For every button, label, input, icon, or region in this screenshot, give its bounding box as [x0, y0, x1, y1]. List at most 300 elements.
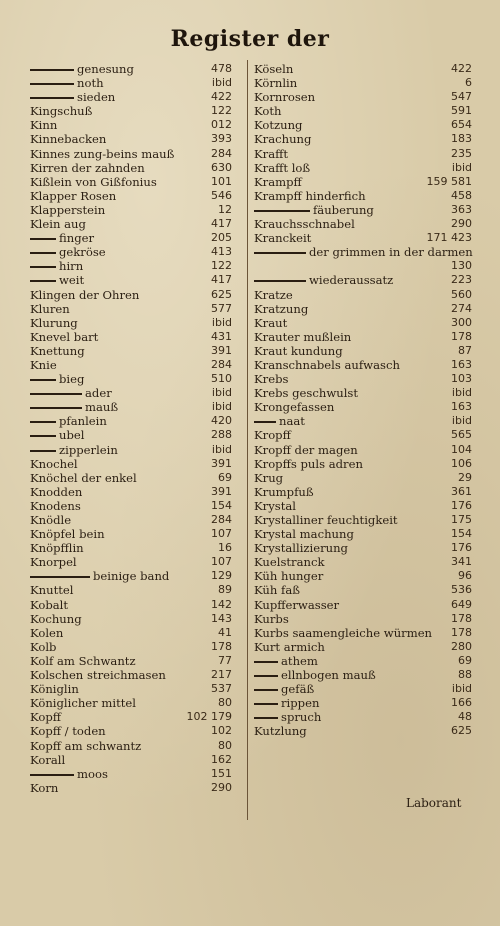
index-term-text: Kratze [254, 287, 293, 302]
index-term [30, 654, 136, 668]
index-entry [30, 90, 242, 104]
index-entry [30, 316, 242, 330]
index-term-text: gefäß [281, 682, 315, 697]
index-entry [30, 443, 242, 457]
index-term [30, 485, 82, 499]
index-term-text: beinige band [93, 569, 170, 584]
index-term-text: weit [59, 273, 85, 288]
index-term-text: Knöchel der enkel [30, 470, 137, 485]
index-term [254, 443, 358, 457]
index-term [254, 428, 291, 442]
index-page-number: 103 [451, 372, 472, 386]
index-entry [30, 203, 242, 217]
index-entry [30, 358, 242, 372]
index-column-left [30, 62, 242, 795]
index-term-text: mauß [85, 400, 119, 415]
index-page-number: 107 [211, 527, 232, 541]
index-entry [30, 696, 242, 710]
index-term-text: Krampff hinderfich [254, 188, 366, 203]
index-term [30, 640, 56, 654]
index-term-text: rippen [281, 696, 320, 711]
index-entry [254, 668, 472, 682]
index-term-text: ader [85, 386, 112, 401]
index-page-number: 391 [211, 456, 232, 470]
index-term-text: Knettung [30, 343, 85, 358]
index-term [254, 386, 358, 400]
index-entry [30, 654, 242, 668]
index-entry [30, 682, 242, 696]
index-term [254, 76, 297, 90]
index-term [254, 344, 343, 358]
index-term [30, 175, 157, 189]
index-entry [254, 344, 472, 358]
index-entry [254, 499, 472, 513]
index-page-number: 104 [451, 442, 472, 456]
index-term-text: hirn [59, 259, 84, 274]
repeat-dash [30, 379, 56, 381]
index-term [254, 118, 302, 132]
index-page-number: 290 [211, 780, 232, 794]
index-term-text: Knodens [30, 498, 81, 513]
index-term [30, 118, 57, 132]
index-term-text: spruch [281, 710, 322, 725]
index-entry [30, 118, 242, 132]
repeat-dash [254, 717, 278, 719]
index-term [30, 682, 79, 696]
index-entry [254, 443, 472, 457]
index-entry [254, 471, 472, 485]
index-page-number: 178 [451, 329, 472, 343]
index-term [254, 330, 351, 344]
index-term [254, 203, 374, 217]
index-term [254, 724, 307, 738]
repeat-dash [30, 69, 74, 71]
index-entry [30, 527, 242, 541]
index-page-number: 417 [211, 217, 232, 231]
index-term-text: Krug [254, 470, 284, 485]
index-entry [30, 555, 242, 569]
index-page-number: 510 [211, 372, 232, 386]
index-page-number: 577 [211, 301, 232, 315]
index-term [254, 288, 293, 302]
index-page-number: 154 [211, 498, 232, 512]
index-term [254, 273, 393, 287]
index-entry [254, 724, 472, 738]
index-term-text: Kranschnabels aufwasch [254, 357, 400, 372]
index-entry [254, 682, 472, 696]
index-page-number: 162 [211, 752, 232, 766]
index-term [254, 682, 314, 696]
index-page-number: 171 423 [426, 231, 472, 245]
index-page-number: 88 [458, 668, 472, 682]
index-page-number: 151 [211, 766, 232, 780]
index-page-number: 290 [451, 217, 472, 231]
index-term [30, 62, 134, 76]
repeat-dash [30, 421, 56, 423]
index-term-text: athem [281, 653, 318, 668]
repeat-dash [30, 450, 56, 452]
index-term-text: Kinnebacken [30, 132, 107, 147]
index-page-number: ibid [211, 386, 232, 400]
index-entry [30, 513, 242, 527]
index-term [254, 471, 283, 485]
index-page-number: ibid [211, 442, 232, 456]
index-term [30, 245, 106, 259]
index-entry [254, 612, 472, 626]
index-page-number: 341 [451, 555, 472, 569]
index-term-text: Kraut kundung [254, 343, 343, 358]
index-entry [254, 696, 472, 710]
index-page-number: 122 [211, 104, 232, 118]
index-page-number: 537 [211, 682, 232, 696]
index-term [30, 513, 71, 527]
index-term-text: bieg [59, 372, 85, 387]
index-term [254, 696, 319, 710]
index-term [254, 175, 302, 189]
index-entry [254, 259, 472, 273]
index-term-text: Kochung [30, 611, 82, 626]
index-term-text: Krauter mußlein [254, 329, 352, 344]
index-term-text: Krauchsschnabel [254, 217, 355, 232]
index-term-text: gekröse [59, 245, 106, 260]
index-page-number: 102 [211, 724, 232, 738]
index-page-number: 175 [451, 513, 472, 526]
index-page-number: 625 [211, 287, 232, 301]
index-entry [254, 372, 472, 386]
index-page-number: 176 [451, 498, 472, 512]
index-term [254, 612, 289, 626]
index-term [254, 485, 314, 499]
index-term-text: Kropff [254, 428, 291, 443]
index-entry [254, 330, 472, 344]
index-term [254, 104, 281, 118]
index-term-text: Krystallizierung [254, 541, 348, 556]
index-entry [30, 739, 242, 753]
index-page-number: 12 [218, 202, 232, 216]
index-entry [254, 598, 472, 612]
index-term-text: Kotzung [254, 118, 303, 133]
index-term [30, 414, 107, 428]
index-term [254, 569, 323, 583]
index-page-number: 591 [451, 104, 472, 118]
index-page-number: ibid [451, 414, 472, 428]
index-term [254, 499, 296, 513]
repeat-dash [30, 393, 82, 395]
index-term-text: Knorpel [30, 555, 77, 570]
index-entry [254, 485, 472, 499]
index-term [254, 414, 305, 428]
index-entry [254, 513, 472, 527]
index-page-number: 143 [211, 611, 232, 625]
index-term-text: Krafft [254, 146, 289, 161]
index-entry [30, 288, 242, 302]
index-term-text: Krystal [254, 498, 296, 513]
index-page-number: 393 [211, 132, 232, 146]
index-term-text: Knöpfel bein [30, 527, 105, 542]
index-term-text: Klein aug [30, 217, 86, 232]
index-term-text: Kopff [30, 710, 61, 725]
column-divider [247, 60, 248, 820]
index-page-number: 130 [451, 259, 472, 273]
index-entry [30, 62, 242, 76]
index-page-number: ibid [211, 315, 232, 329]
index-term [254, 668, 376, 682]
index-term-text: sieden [77, 90, 116, 105]
index-page-number: 235 [451, 146, 472, 160]
index-entry [30, 724, 242, 738]
index-page-number: 363 [451, 202, 472, 216]
index-term [30, 273, 84, 287]
index-page-number: ibid [211, 76, 232, 90]
index-term [30, 598, 68, 612]
index-entry [254, 541, 472, 555]
index-term [254, 626, 432, 640]
index-page-number: 391 [211, 484, 232, 498]
catchword: Laborant [406, 796, 462, 810]
index-term-text: Krumpfuß [254, 484, 314, 499]
index-entry [254, 583, 472, 597]
index-term [30, 259, 83, 273]
index-term-text: genesung [77, 62, 134, 76]
index-term-text: Kolen [30, 625, 64, 640]
index-term-text: Korn [30, 780, 59, 795]
index-term [30, 696, 136, 710]
index-term-text: ellnbogen mauß [281, 668, 376, 683]
index-term-text: noth [77, 76, 104, 91]
index-term-text: Klingen der Ohren [30, 287, 140, 302]
index-term [30, 753, 65, 767]
index-term-text: Klapper Rosen [30, 188, 117, 203]
index-term-text: Krystal machung [254, 527, 354, 542]
index-term-text: Kropffs puls adren [254, 456, 363, 471]
index-entry [30, 372, 242, 386]
index-term-text: Kluren [30, 301, 70, 316]
index-term-text: Kurt armich [254, 639, 325, 654]
index-term-text: Kornrosen [254, 90, 316, 105]
index-term-text: Krachung [254, 132, 312, 147]
index-term [254, 302, 308, 316]
index-term [30, 626, 63, 640]
index-entry [254, 710, 472, 724]
index-term-text: Kinnes zung-beins mauß [30, 146, 175, 161]
index-term-text: Kobalt [30, 597, 69, 612]
index-entry [30, 147, 242, 161]
index-term [254, 231, 311, 245]
index-term [30, 767, 108, 781]
repeat-dash [30, 252, 56, 254]
index-term [30, 724, 106, 738]
index-entry [254, 555, 472, 569]
index-entry [254, 457, 472, 471]
index-term [254, 541, 348, 555]
index-term [30, 569, 169, 583]
index-term-text: finger [59, 231, 95, 246]
index-term [30, 781, 58, 795]
index-page-number: 547 [451, 90, 472, 104]
index-term-text: Kißlein von Gißfonius [30, 174, 157, 189]
repeat-dash [254, 689, 278, 691]
index-page-number: 205 [211, 231, 232, 245]
index-page-number: 223 [451, 273, 472, 287]
index-page-number: 178 [211, 639, 232, 653]
index-entry [254, 527, 472, 541]
index-term [30, 302, 70, 316]
index-term-text: ubel [59, 428, 85, 443]
index-term-text: Krystalliner feuchtigkeit [254, 513, 398, 527]
index-term-text: Krebs [254, 372, 289, 387]
index-entry [30, 175, 242, 189]
index-page-number: 649 [451, 597, 472, 611]
index-term-text: Knodden [30, 484, 83, 499]
index-term [30, 499, 81, 513]
index-page-number: 107 [211, 555, 232, 569]
index-page-number: ibid [451, 386, 472, 400]
index-term [30, 668, 166, 682]
index-term-text: Kolb [30, 639, 57, 654]
index-page-number: 29 [458, 470, 472, 484]
index-term [254, 400, 334, 414]
index-page-number: 417 [211, 273, 232, 287]
index-term [254, 189, 366, 203]
index-entry [30, 499, 242, 513]
index-term-text: Korall [30, 752, 66, 767]
index-term [30, 612, 82, 626]
index-term-text: Knödle [30, 513, 72, 527]
index-entry [30, 781, 242, 795]
index-page-number: 288 [211, 428, 232, 442]
index-term-text: Kinn [30, 118, 58, 133]
index-term-text: Krebs geschwulst [254, 386, 359, 401]
index-entry [254, 62, 472, 76]
index-term [30, 457, 78, 471]
index-column-right [254, 62, 472, 739]
index-page-number: 420 [211, 414, 232, 428]
index-term [254, 640, 325, 654]
index-page-number: 16 [218, 541, 232, 555]
index-term [30, 428, 84, 442]
index-term [30, 161, 145, 175]
index-entry [30, 569, 242, 583]
index-page-number: 478 [211, 62, 232, 75]
index-page-number: 163 [451, 400, 472, 414]
index-page-number: 280 [451, 639, 472, 653]
index-entry [254, 217, 472, 231]
index-term [30, 555, 77, 569]
index-entry [30, 104, 242, 118]
index-page-number: ibid [451, 160, 472, 174]
index-page-number: 284 [211, 357, 232, 371]
index-term-text: Königlin [30, 682, 79, 697]
index-term-text: wiederaussatz [309, 273, 394, 288]
index-entry [254, 189, 472, 203]
index-term-text: moos [77, 766, 108, 781]
index-entry [30, 767, 242, 781]
index-entry [254, 175, 472, 189]
index-term-text: Kirren der zahnden [30, 160, 145, 175]
index-entry [30, 217, 242, 231]
index-term [30, 330, 98, 344]
index-entry [30, 259, 242, 273]
index-term-text: Knöpfflin [30, 541, 84, 556]
index-term-text: Körnlin [254, 76, 298, 91]
index-page-number: 80 [218, 696, 232, 710]
index-page-number: 422 [211, 90, 232, 104]
index-page-number: 536 [451, 583, 472, 597]
index-page-number: 122 [211, 259, 232, 273]
index-entry [254, 273, 472, 287]
index-entry [30, 344, 242, 358]
repeat-dash [30, 83, 74, 85]
index-term-text: Kingschuß [30, 104, 93, 119]
index-page-number: 101 [211, 174, 232, 188]
index-term [30, 90, 115, 104]
index-entry [254, 147, 472, 161]
index-term [254, 90, 315, 104]
index-term-text: Kranckeit [254, 231, 312, 246]
index-term [30, 739, 141, 753]
index-term-text: Küh faß [254, 583, 300, 598]
page-header-title: Register der [170, 26, 330, 52]
index-term [254, 513, 398, 527]
index-term-text: Knochel [30, 456, 78, 471]
index-term [254, 358, 400, 372]
repeat-dash [30, 407, 82, 409]
index-page-number: 129 [211, 569, 232, 583]
index-entry [30, 640, 242, 654]
index-entry [30, 626, 242, 640]
index-entry [30, 189, 242, 203]
index-term [254, 583, 300, 597]
index-term-text: naat [279, 414, 305, 429]
index-page-number: 431 [211, 329, 232, 343]
index-term [30, 372, 84, 386]
index-entry [254, 626, 472, 640]
index-term [30, 386, 112, 400]
index-entry [254, 90, 472, 104]
index-term-text: Kolf am Schwantz [30, 653, 136, 668]
index-page-number: 391 [211, 343, 232, 357]
index-term [30, 132, 106, 146]
index-term [30, 203, 105, 217]
index-entry [254, 414, 472, 428]
index-term [254, 710, 321, 724]
index-term-text: Kurbs saamengleiche würmen [254, 625, 433, 640]
index-entry [30, 231, 242, 245]
index-term [30, 217, 86, 231]
index-entry [30, 612, 242, 626]
index-term-text: Klurung [30, 315, 78, 330]
index-term [30, 316, 78, 330]
index-entry [30, 583, 242, 597]
index-term-text: Kopff am schwantz [30, 738, 142, 753]
index-entry [30, 485, 242, 499]
index-page-number: 80 [218, 738, 232, 752]
index-term-text: Kropff der magen [254, 442, 358, 457]
index-entry [30, 753, 242, 767]
index-page-number: 546 [211, 188, 232, 202]
index-page-number: 69 [218, 470, 232, 484]
repeat-dash [254, 703, 278, 705]
index-entry [30, 273, 242, 287]
index-term-text: Kraut [254, 315, 288, 330]
index-page-number: 300 [451, 315, 472, 329]
index-page-number: 69 [458, 653, 472, 667]
index-term [30, 710, 61, 724]
index-term [30, 541, 84, 555]
index-page-number: 565 [451, 428, 472, 442]
index-entry [30, 668, 242, 682]
index-entry [254, 302, 472, 316]
